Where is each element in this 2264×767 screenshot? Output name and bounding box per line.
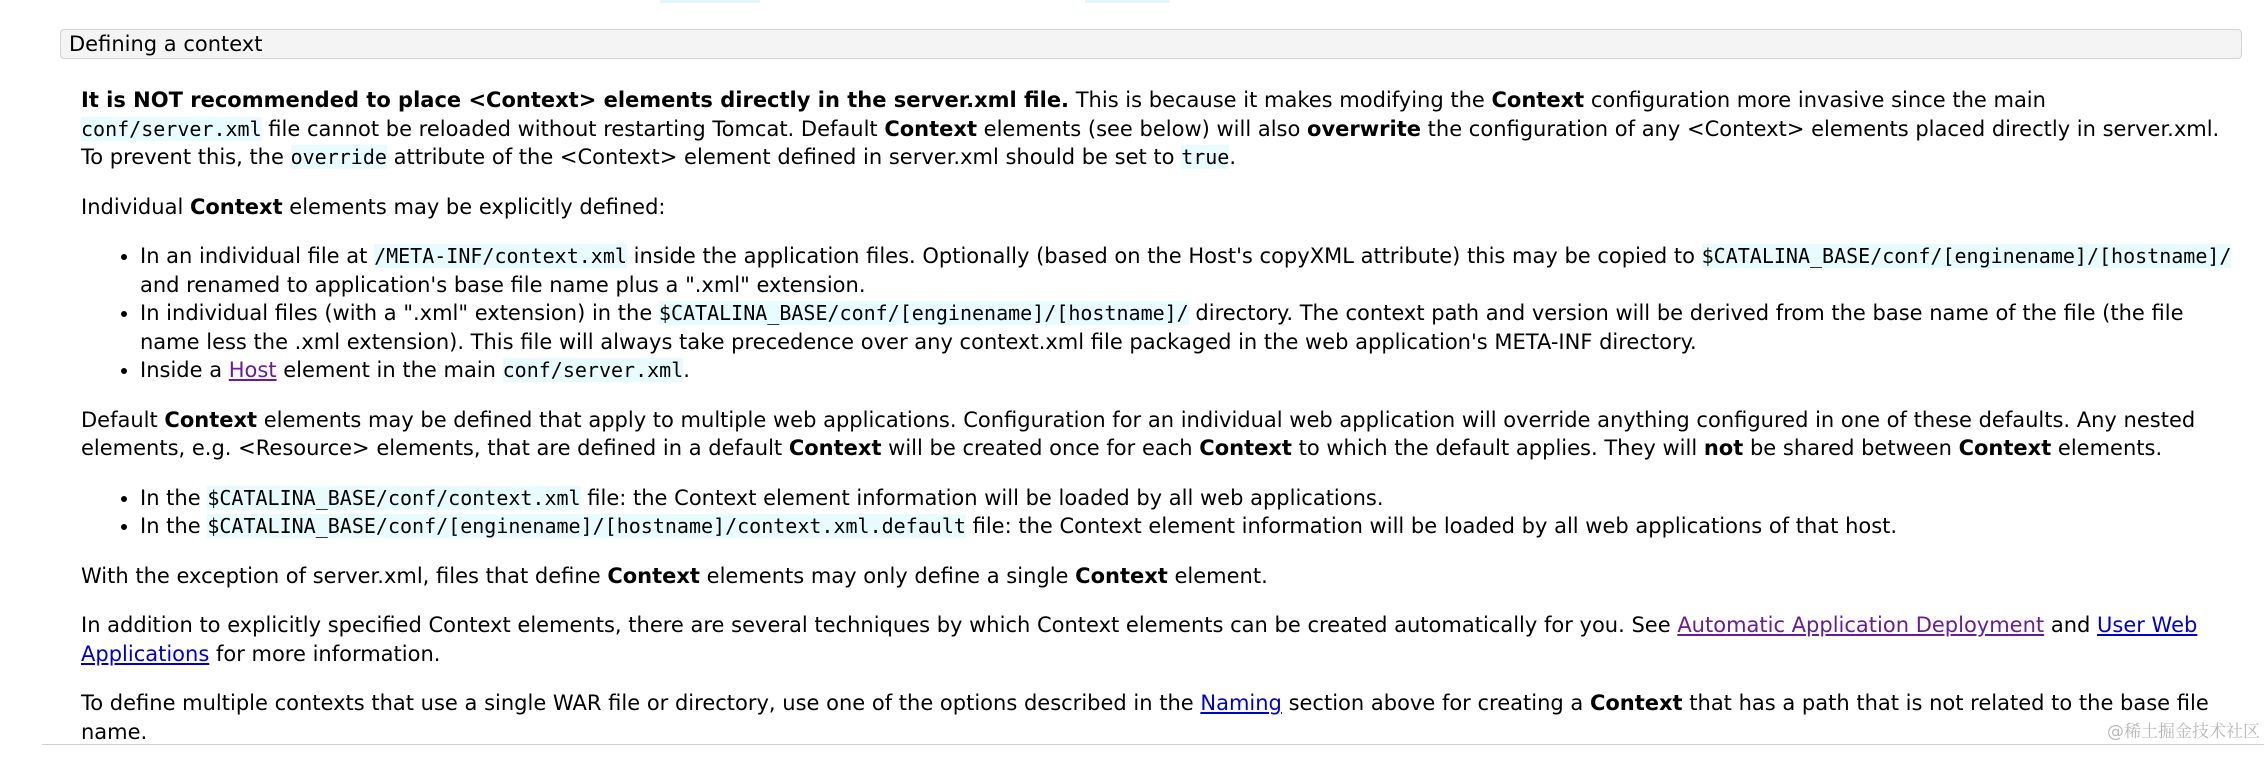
- user-web-applications-link[interactable]: User Web Applications: [81, 613, 2198, 666]
- bottom-divider: [42, 744, 2264, 745]
- section-header: [60, 29, 2242, 59]
- host-link[interactable]: Host: [228, 358, 277, 382]
- code-override: override: [290, 145, 387, 169]
- naming-link[interactable]: Naming: [1200, 691, 1282, 715]
- list-explicit-definitions: [81, 242, 2233, 385]
- list-item: • In the $CATALINA_BASE/conf/[enginename]/[hostname]/context.xml.default file: the Context element information will be loaded by all web applications of that host.: [140, 512, 2233, 541]
- code-true: true: [1181, 145, 1230, 169]
- paragraph-single-context: With the exception of server.xml, files that define Context elements may only define a single Context element.: [81, 563, 1268, 588]
- list-item: • Inside a Host element in the main conf/server.xml.: [140, 356, 2233, 385]
- list-default-locations: [81, 484, 2233, 541]
- paragraph-automatic-creation: In addition to explicitly specified Context elements, there are several techniques by which Context elements can be created automatically for you. See Automatic Application Deployment and User Web Applications for more information.: [81, 613, 2198, 666]
- watermark: @稀土掘金技术社区: [2107, 722, 2260, 742]
- bold-text: It is NOT recommended to place <Context> elements directly in the server.xml file.: [81, 88, 1070, 112]
- list-item: • In an individual file at /META-INF/context.xml inside the application files. Optionally (based on the Host's copyXML attribute) this may be copied to $CATALINA_BASE/conf/[enginename]/[hostname]/ and renamed to application's base file name plus a ".xml" extension.: [140, 242, 2233, 299]
- clipped-previous-content: [660, 0, 1180, 4]
- paragraph-default-context: Default Context elements may be defined that apply to multiple web applications. Configuration for an individual web application will override anything configured in one of these defaults. Any nested elements, e.g. <Resource> elements, that are defined in a default Context will be created once for each Context to which the default applies. They will not be shared between Context elements.: [81, 407, 2196, 460]
- section-body: [81, 86, 2233, 767]
- paragraph-individual-context: Individual Context elements may be explicitly defined:: [81, 194, 666, 219]
- section-title: Defining a context: [69, 32, 263, 56]
- code-server-xml: conf/server.xml: [81, 116, 262, 141]
- list-item: • In the $CATALINA_BASE/conf/context.xml file: the Context element information will be loaded by all web applications.: [140, 484, 2233, 513]
- list-item: • In individual files (with a ".xml" extension) in the $CATALINA_BASE/conf/[enginename]/[hostname]/ directory. The context path and version will be derived from the base name of the file (the file name less the .xml extension). This file will always take precedence over any context.xml file packaged in the web application's META-INF directory.: [140, 299, 2233, 356]
- paragraph-not-recommended: It is NOT recommended to place <Context> elements directly in the server.xml file. This is because it makes modifying the Context configuration more invasive since the main conf/server.xml file cannot be reloaded without restarting Tomcat. Default Context elements (see below) will also overwrite the configuration of any <Context> elements placed directly in server.xml. To prevent this, the override attribute of the <Context> element defined in server.xml should be set to true.: [81, 88, 2220, 169]
- paragraph-multiple-contexts: To define multiple contexts that use a single WAR file or directory, use one of the options described in the Naming section above for creating a Context that has a path that is not related to the base file name.: [81, 691, 2209, 744]
- automatic-deployment-link[interactable]: Automatic Application Deployment: [1677, 613, 2045, 637]
